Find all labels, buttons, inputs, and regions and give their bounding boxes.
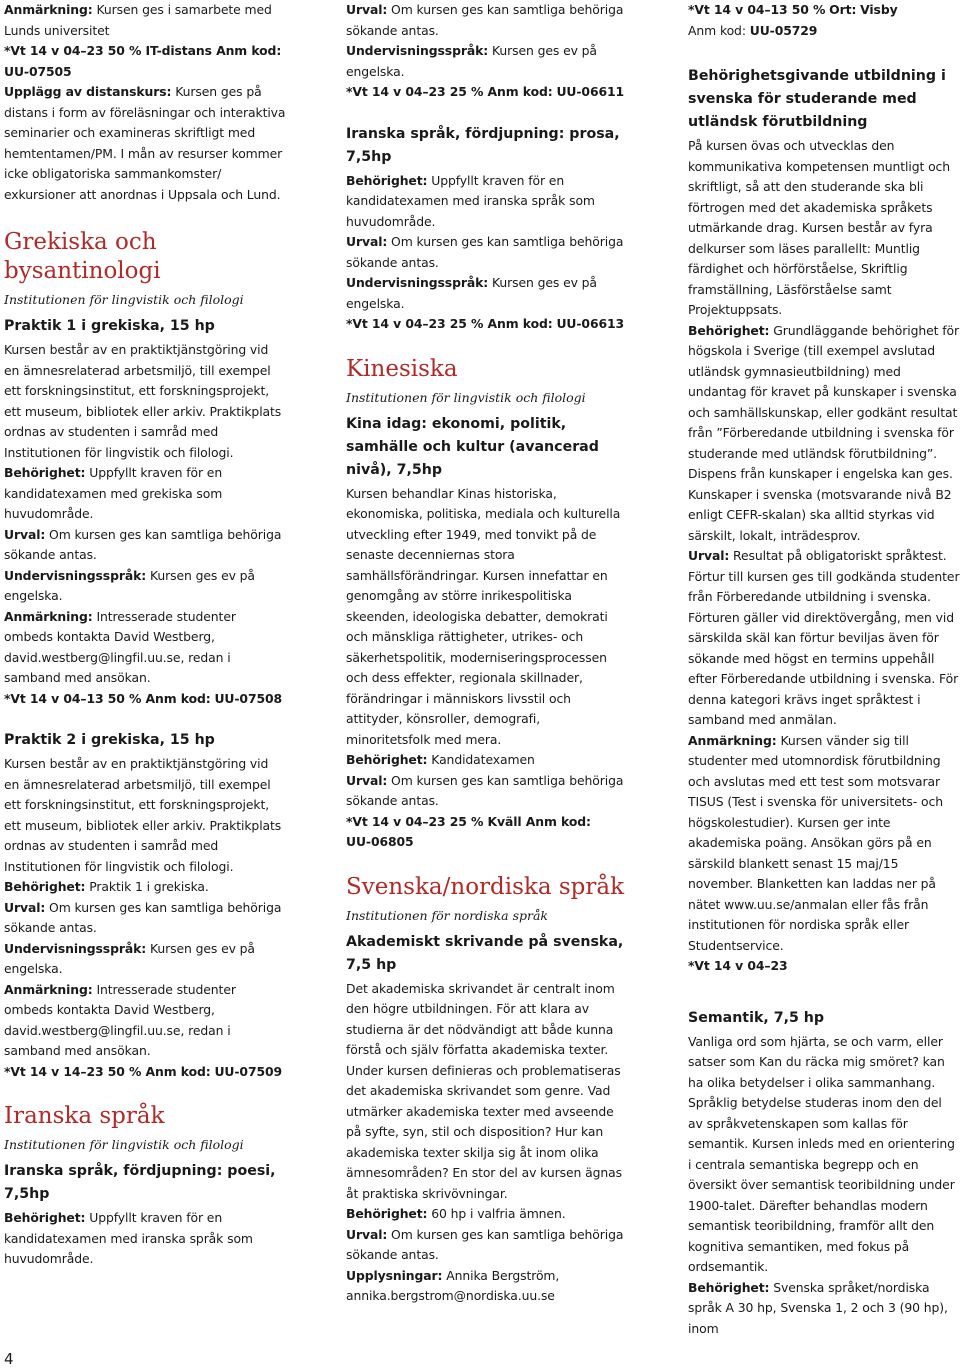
course-meta: *Vt 14 v 14–23 50 % Anm kod: (4, 1063, 211, 1079)
anm-label: Anmärkning: (4, 2, 93, 17)
beh-text: Kandidatexamen (427, 752, 535, 767)
usprak-label: Undervisningsspråk: (346, 275, 489, 290)
course-title-semantik: Semantik, 7,5 hp (688, 1009, 825, 1026)
usprak-label: Undervisningsspråk: (4, 940, 147, 956)
anm-text: Kursen vänder sig till studenter med utomnordisk förutbildning och avslutas med ett test som motsvarar TISUS (Test i svenska för universitets- och högskolestudier). Kursen ger inte akademiska poäng. Ansökan görs på en särskild blankett senast 15 maj/15 november. Blanketten kan laddas ner på nätet www.uu.se/anmalan eller fås från institutionen för nordiska språk eller Studentservice. (688, 732, 943, 953)
usprak-text: Kursen ges ev på engelska. (346, 275, 597, 311)
upply-text: Annika Bergström, annika.bergstrom@nordiska.uu.se (346, 1267, 560, 1303)
beh-label: Behörighet: (346, 752, 428, 767)
course-code: UU-06611 (556, 84, 625, 99)
course-code: UU-06805 (346, 834, 414, 849)
beh-text: Uppfyllt kraven för en kandidatexamen med iranska språk som huvudområde. (4, 1210, 253, 1266)
urval-label: Urval: (346, 772, 388, 788)
upplagg-text: Kursen ges på distans i form av föreläsningar och interaktiva seminarier och examineras skriftligt med hemtentamen/PM. I mån av resurser kommer icke obligatoriska sammankomster/ exkursioner att anordnas i Uppsala och Lund. (4, 84, 286, 202)
course-block-prosa (346, 171, 628, 335)
anm-label: Anmärkning: (688, 732, 777, 748)
section-title-iranska: Iranska språk (4, 1103, 165, 1129)
column-2 (346, 0, 628, 1307)
upplagg-label: Upplägg av distanskurs: (4, 84, 172, 99)
institution: Institutionen för lingvistik och filologi (346, 389, 586, 405)
ort-value: Visby (860, 2, 898, 17)
urval-label: Urval: (4, 526, 46, 542)
upply-label: Upplysningar: (346, 1267, 443, 1283)
urval-text: Om kursen ges kan samtliga behöriga sökande antas. (346, 1226, 624, 1262)
code-label: Anm kod: (688, 22, 746, 38)
anm-text: Intresserade studenter ombeds kontakta David Westberg, david.westberg@lingfil.uu.se, redan i samband med ansökan. (4, 608, 236, 685)
usprak-text: Kursen ges ev på engelska. (4, 567, 255, 603)
course-desc: Det akademiska skrivandet är centralt inom den högre utbildningen. För att klara av studierna är det nödvändigt att både kunna förstå och själv författa akademiska texter. Under kursen definieras och problematiseras det akademiska skrivandet som genre. Vad utmärker akademiska texter med avseende på syfte, syn, stil och disposition? Hur kan akademiska texter skilja sig åt inom olika ämnesområden? En stor del av kursen ägnas åt praktiska skrivövningar. (346, 980, 622, 1201)
course-desc: Kursen behandlar Kinas historiska, ekonomiska, politiska, mediala och kulturella utveckling efter 1949, med tonvikt på de senaste decenniernas stora samhällsförändringar. Kursen innefattar en genomgång av större inrikespolitiska skeenden, ideologiska debatter, demokrati och mänskliga rättigheter, utrikes- och säkerhetspolitik, moderniseringsprocessen och dess effekter, regionala skillnader, förändringar i människors livsstil och attityder, könsroller, demografi, minoritetsfolk med mera. (346, 485, 621, 747)
beh-label: Behörighet: (346, 1206, 428, 1221)
course-meta: *Vt 14 v 04–13 50 % Anm kod: (4, 690, 211, 706)
section-title-svenska: Svenska/nordiska språk (346, 873, 625, 900)
anm-text: Kursen ges i samarbete med Lunds universitet (4, 2, 272, 38)
urval-label: Urval: (4, 899, 46, 915)
course-block-behorighetsgivande (688, 136, 960, 977)
course-block-semantik (688, 1032, 960, 1340)
urval-text: Om kursen ges kan samtliga behöriga sökande antas. (346, 234, 624, 270)
beh-text: Praktik 1 i grekiska. (85, 879, 209, 894)
course-code: UU-07509 (214, 1063, 283, 1079)
urval-text: Om kursen ges kan samtliga behöriga sökande antas. (4, 899, 282, 935)
usprak-label: Undervisningsspråk: (4, 567, 147, 583)
course-block-praktik2 (4, 754, 286, 1082)
usprak-text: Kursen ges ev på engelska. (4, 940, 255, 976)
course-title-praktik2: Praktik 2 i grekiska, 15 hp (4, 732, 215, 748)
urval-text: Resultat på obligatoriskt språktest. Förtur till kursen ges till godkända studenter från Förberedande utbildning i svenska. Förturen gäller vid direktövergång, men vid särskilda skäl kan förtur beviljas även för sökande med högst en termins uppehåll efter Förberedande utbildning i svenska. För denna kategori krävs inget språktest i samband med anmälan. (688, 548, 960, 727)
course-desc: På kursen övas och utvecklas den kommunikativa kompetensen muntligt och skriftligt, så att den studerande ska bli förtrogen med det akademiska språkets utmärkande drag. Kursen består av fyra delkurser som läses parallellt: Muntlig färdighet och hörförståelse, Skriftlig framställning, Läsförståelse samt Projektuppsats. (688, 138, 951, 317)
beh-text: 60 hp i valfria ämnen. (427, 1206, 566, 1221)
course-block-poesi-cont (346, 0, 628, 103)
section-title-grekiska: Grekiska och bysantinologi (4, 229, 161, 284)
column-1 (4, 0, 286, 1270)
course-meta: *Vt 14 v 04–23 25 % Anm kod: (346, 84, 553, 99)
course-meta: *Vt 14 v 04–23 25 % Kväll Anm kod: (346, 813, 591, 829)
course-title-praktik1: Praktik 1 i grekiska, 15 hp (4, 318, 215, 334)
course-meta: *Vt 14 v 04–13 50 % (688, 2, 826, 17)
beh-text: Uppfyllt kraven för en kandidatexamen med grekiska som huvudområde. (4, 465, 223, 521)
beh-label: Behörighet: (346, 172, 428, 188)
beh-text: Grundläggande behörighet för högskola i Sverige (till exempel avslutad utländsk gymnasieutbildning) med undantag för kravet på kunskaper i svenska och samhällskunskap, eller godkänt resultat från ”Förberedande utbildning i svenska för studerande med utländsk förutbildning”. Dispens från kunskaper i engelska kan ges. Kunskaper i svenska (motsvarande nivå B2 enligt CEFR-skalan) ska alltid styrkas vid särskilt, lokalt, inträdesprov. (688, 322, 960, 543)
course-block-praktik1 (4, 340, 286, 709)
urval-label: Urval: (346, 2, 388, 17)
course-title-behorighetsgivande: Behörighetsgivande utbildning i svenska för studerande med utländsk förutbildning (688, 68, 946, 130)
beh-label: Behörighet: (4, 879, 86, 894)
course-block-kina (346, 484, 628, 853)
course-code: UU-05729 (749, 22, 818, 38)
institution: Institutionen för lingvistik och filologi (4, 1137, 244, 1152)
course-code: UU-06613 (556, 316, 625, 331)
course-meta: *Vt 14 v 04–23 50 % IT-distans Anm kod: (4, 43, 282, 58)
course-meta: *Vt 14 v 04–23 25 % Anm kod: (346, 316, 553, 331)
course-title-poesi: Iranska språk, fördjupning: poesi, 7,5hp (4, 1163, 276, 1202)
course-title-prosa: Iranska språk, fördjupning: prosa, 7,5hp (346, 125, 620, 165)
urval-text: Om kursen ges kan samtliga behöriga sökande antas. (346, 772, 624, 808)
top-note (4, 0, 286, 205)
anm-label: Anmärkning: (4, 981, 93, 997)
beh-text: Svenska språket/nordiska språk A 30 hp, Svenska 1, 2 och 3 (90 hp), inom (688, 1279, 948, 1336)
urval-text: Om kursen ges kan samtliga behöriga sökande antas. (346, 2, 624, 38)
course-title-kina: Kina idag: ekonomi, politik, samhälle och kultur (avancerad nivå), 7,5hp (346, 415, 599, 478)
column-3 (688, 0, 960, 1339)
course-desc: Kursen består av en praktiktjänstgöring vid en ämnesrelaterad arbetsmiljö, till exempel ett forskningsinstitut, ett forskningsprojekt, ett museum, bibliotek eller arkiv. Praktikplats ordnas av studenten i samråd med Institutionen för lingvistik och filologi. (4, 756, 282, 874)
urval-text: Om kursen ges kan samtliga behöriga sökande antas. (4, 526, 282, 562)
institution: Institutionen för lingvistik och filologi (4, 292, 244, 307)
course-block-akademiskt (346, 979, 628, 1307)
course-title-akademiskt: Akademiskt skrivande på svenska, 7,5 hp (346, 933, 624, 973)
beh-text: Uppfyllt kraven för en kandidatexamen med iranska språk som huvudområde. (346, 172, 595, 229)
usprak-text: Kursen ges ev på engelska. (346, 43, 597, 79)
course-desc: Vanliga ord som hjärta, se och varm, eller satser som Kan du räcka mig smöret? kan ha olika betydelser i olika sammanhang. Språklig betydelse studeras inom den del av språkvetenskapen som kallas för semantik. Kursen inleds med en orientering i centrala semantiska begrepp och en översikt över semantisk teoribildning under 1900-talet. Därefter behandlas modern semantisk teoribildning, framför allt den kognitiva semantiken, med fokus på ordsemantik. (688, 1033, 955, 1274)
beh-label: Behörighet: (4, 465, 86, 480)
course-block-akademiskt-cont (688, 0, 960, 41)
urval-label: Urval: (346, 1226, 388, 1242)
anm-label: Anmärkning: (4, 608, 93, 624)
course-code: UU-07508 (214, 690, 283, 706)
course-meta: *Vt 14 v 04–23 (688, 958, 788, 973)
course-code: UU-07505 (4, 63, 72, 79)
course-block-poesi (4, 1208, 286, 1270)
course-desc: Kursen består av en praktiktjänstgöring vid en ämnesrelaterad arbetsmiljö, till exempel ett forskningsinstitut, ett forskningsprojekt, ett museum, bibliotek eller arkiv. Praktikplats ordnas av studenten i samråd med Institutionen för lingvistik och filologi. (4, 342, 282, 460)
urval-label: Urval: (688, 548, 730, 563)
beh-label: Behörighet: (4, 1210, 86, 1225)
ort-label: Ort: (829, 2, 857, 17)
page-number: 4 (4, 1350, 14, 1368)
section-title-kinesiska: Kinesiska (346, 355, 458, 382)
beh-label: Behörighet: (688, 1279, 770, 1295)
urval-label: Urval: (346, 234, 388, 249)
anm-text: Intresserade studenter ombeds kontakta David Westberg, david.westberg@lingfil.uu.se, redan i samband med ansökan. (4, 981, 236, 1058)
beh-label: Behörighet: (688, 322, 770, 338)
institution: Institutionen för nordiska språk (346, 907, 549, 923)
usprak-label: Undervisningsspråk: (346, 43, 489, 58)
